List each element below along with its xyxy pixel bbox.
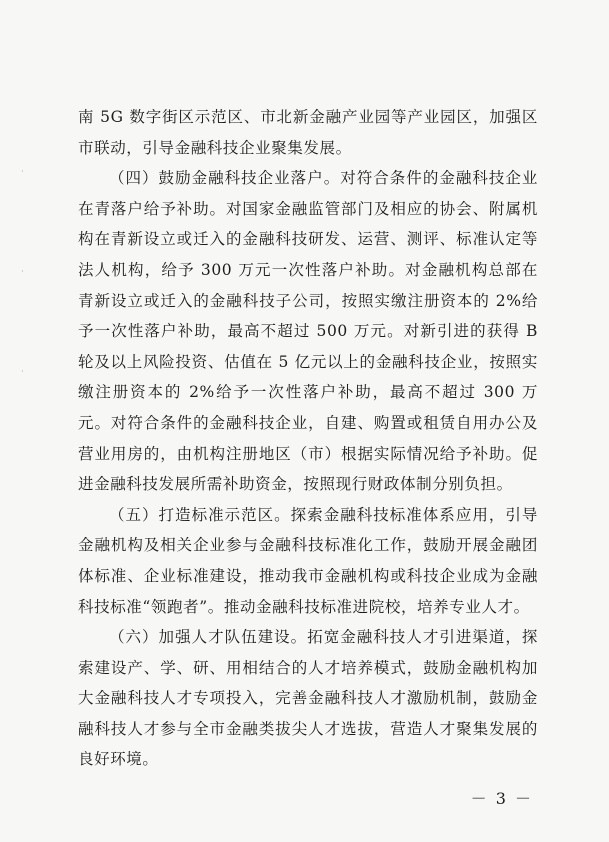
paragraph-continuation <box>78 102 538 163</box>
paragraph-text: 拓宽金融科技人才引进渠道，探索建设产、学、研、用相结合的人才培养模式，鼓励金融机构加大金融科技人才专项投入，完善金融科技人才激励机制，鼓励金融科技人才参与全市金融类拔尖人才选拔，营造人才聚集发展的良好环境。 <box>78 628 539 769</box>
paragraph-section-4 <box>78 163 538 500</box>
page-number: － 3 － <box>470 789 533 808</box>
paragraph-section-5 <box>78 500 538 622</box>
scan-mark <box>22 270 23 272</box>
section-heading: （六）加强人才队伍建设。 <box>109 628 308 647</box>
paragraph-section-6 <box>78 622 538 775</box>
scan-mark <box>22 170 23 172</box>
section-heading: （四）鼓励金融科技企业落户。 <box>109 169 341 188</box>
paragraph-text: 探索金融科技标准体系应用，引导金融机构及相关企业参与金融科技标准化工作，鼓励开展金融团体标准、企业标准建设，推动我市金融机构或科技企业成为金融科技标准“领跑者”。推动金融科技标准进院校，培养专业人才。 <box>78 505 538 616</box>
body-text <box>78 102 538 775</box>
paragraph-text: 南 5G 数字街区示范区、市北新金融产业园等产业园区，加强区市联动，引导金融科技企业聚集发展。 <box>78 108 538 157</box>
section-heading: （五）打造标准示范区。 <box>109 505 291 524</box>
paragraph-text: 对符合条件的金融科技企业在青落户给予补助。对国家金融监管部门及相应的协会、附属机构在青新设立或迁入的金融科技研发、运营、测评、标准认定等法人机构，给予 300 万元一次性落户补助。对金融机构总部在青新设立或迁入的金融科技子公司，按照实缴注册资本的 2%给予一次性落户补助，最高不超过 500 万元。对新引进的获得 B 轮及以上风险投资、估值在 5 亿元以上的金融科技企业，按照实缴注册资本的 2%给予一次性落户补助，最高不超过 300 万元。对符合条件的金融科技企业，自建、购置或租赁自用办公及营业用房的，由机构注册地区（市）根据实际情况给予补助。促进金融科技发展所需补助资金，按照现行财政体制分别负担。 <box>78 169 539 494</box>
scan-mark <box>22 370 23 372</box>
